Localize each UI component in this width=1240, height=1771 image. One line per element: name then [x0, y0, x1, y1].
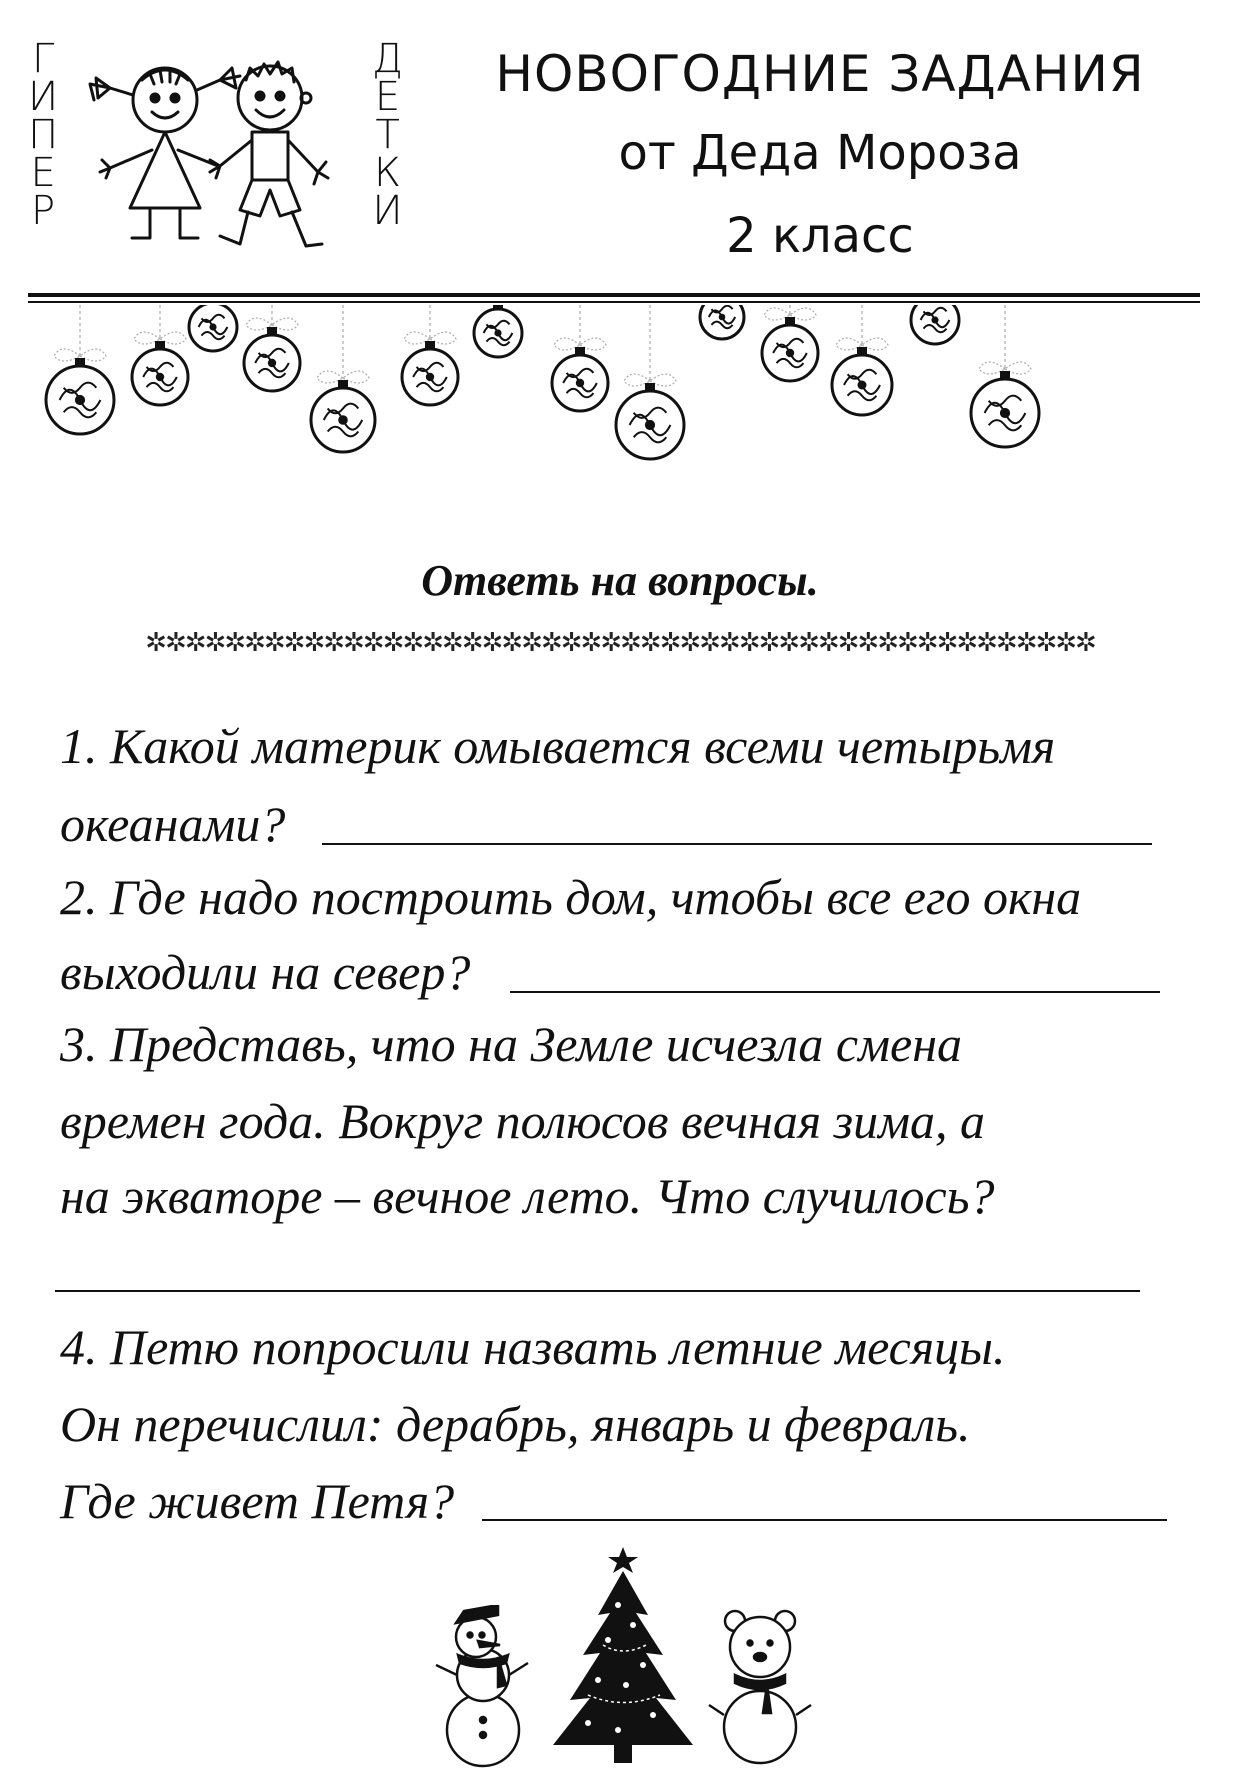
kids-logo-illustration: [70, 40, 370, 260]
ornament-ball: [46, 305, 114, 434]
logo-letter: Г: [31, 36, 55, 82]
logo-letter: Е: [374, 74, 401, 120]
question-2-line-2: выходили на север?: [60, 944, 471, 1000]
logo-letter: И: [28, 74, 59, 120]
teddy-bear: [705, 1605, 815, 1770]
question-1-line-1: 1. Какой материк омывается всеми четырьмя: [60, 718, 1056, 774]
title-line-1: НОВОГОДНИЕ ЗАДАНИЯ: [495, 45, 1145, 103]
header-rule-bottom: [28, 301, 1200, 303]
question-4-line-2: Он перечислил: дерабрь, январь и февраль.: [60, 1396, 971, 1452]
logo-letter: Т: [375, 112, 400, 158]
christmas-tree: [548, 1545, 698, 1767]
answer-line-3[interactable]: [55, 1290, 1140, 1292]
logo-letter: И: [372, 188, 403, 234]
logo-letter: К: [374, 150, 401, 196]
ornament-ball: [244, 305, 300, 391]
logo-letter: П: [28, 112, 59, 158]
logo-letter: Е: [30, 150, 56, 196]
question-4-line-1: 4. Петю попросили назвать летние месяцы.: [60, 1319, 1006, 1375]
logo-word-right: [372, 36, 404, 234]
question-3-line-1: 3. Представь, что на Земле исчезла смена: [60, 1016, 963, 1072]
logo-letter: Р: [31, 188, 56, 234]
star-divider: ✲✲✲✲✲✲✲✲✲✲✲✲✲✲✲✲✲✲✲✲✲✲✲✲✲✲✲✲✲✲✲✲✲✲✲✲✲✲✲✲✲✲✲✲✲✲✲✲: [145, 628, 1095, 658]
title-line-2: от Деда Мороза: [618, 125, 1022, 181]
answer-line-4[interactable]: [482, 1519, 1167, 1521]
header-rule-top: [28, 293, 1200, 297]
snowman-left: [428, 1605, 538, 1770]
question-3-line-2: времен года. Вокруг полюсов вечная зима, а: [60, 1093, 986, 1149]
girl-figure: [90, 68, 240, 238]
ornament-ball: [187, 305, 239, 351]
ornament-ball: [832, 305, 892, 415]
boy-figure: [210, 62, 328, 246]
ornament-ball: [472, 305, 524, 357]
question-1-line-2: океанами?: [60, 796, 286, 852]
ornament-ball: [552, 305, 608, 411]
ornament-ball: [311, 305, 375, 452]
section-heading: Ответь на вопросы.: [421, 556, 819, 605]
question-4-line-3: Где живет Петя?: [60, 1473, 455, 1529]
answer-line-1[interactable]: [322, 843, 1152, 845]
ornament-ball: [616, 305, 684, 459]
ornament-ball: [762, 305, 818, 381]
logo-word-left: [28, 36, 59, 234]
christmas-ornaments-garland: [0, 305, 1240, 530]
question-2-line-1: 2. Где надо построить дом, чтобы все его окна: [60, 869, 1082, 925]
ornament-ball: [132, 305, 188, 405]
ornament-ball: [909, 305, 961, 344]
ornament-ball: [971, 305, 1039, 447]
logo-letter: Д: [372, 36, 404, 82]
title-line-3: 2 класс: [726, 208, 914, 264]
ornament-ball: [696, 305, 748, 339]
answer-line-2[interactable]: [510, 991, 1160, 993]
question-3-line-3: на экваторе – вечное лето. Что случилось?: [60, 1168, 995, 1224]
ornament-ball: [402, 305, 458, 405]
